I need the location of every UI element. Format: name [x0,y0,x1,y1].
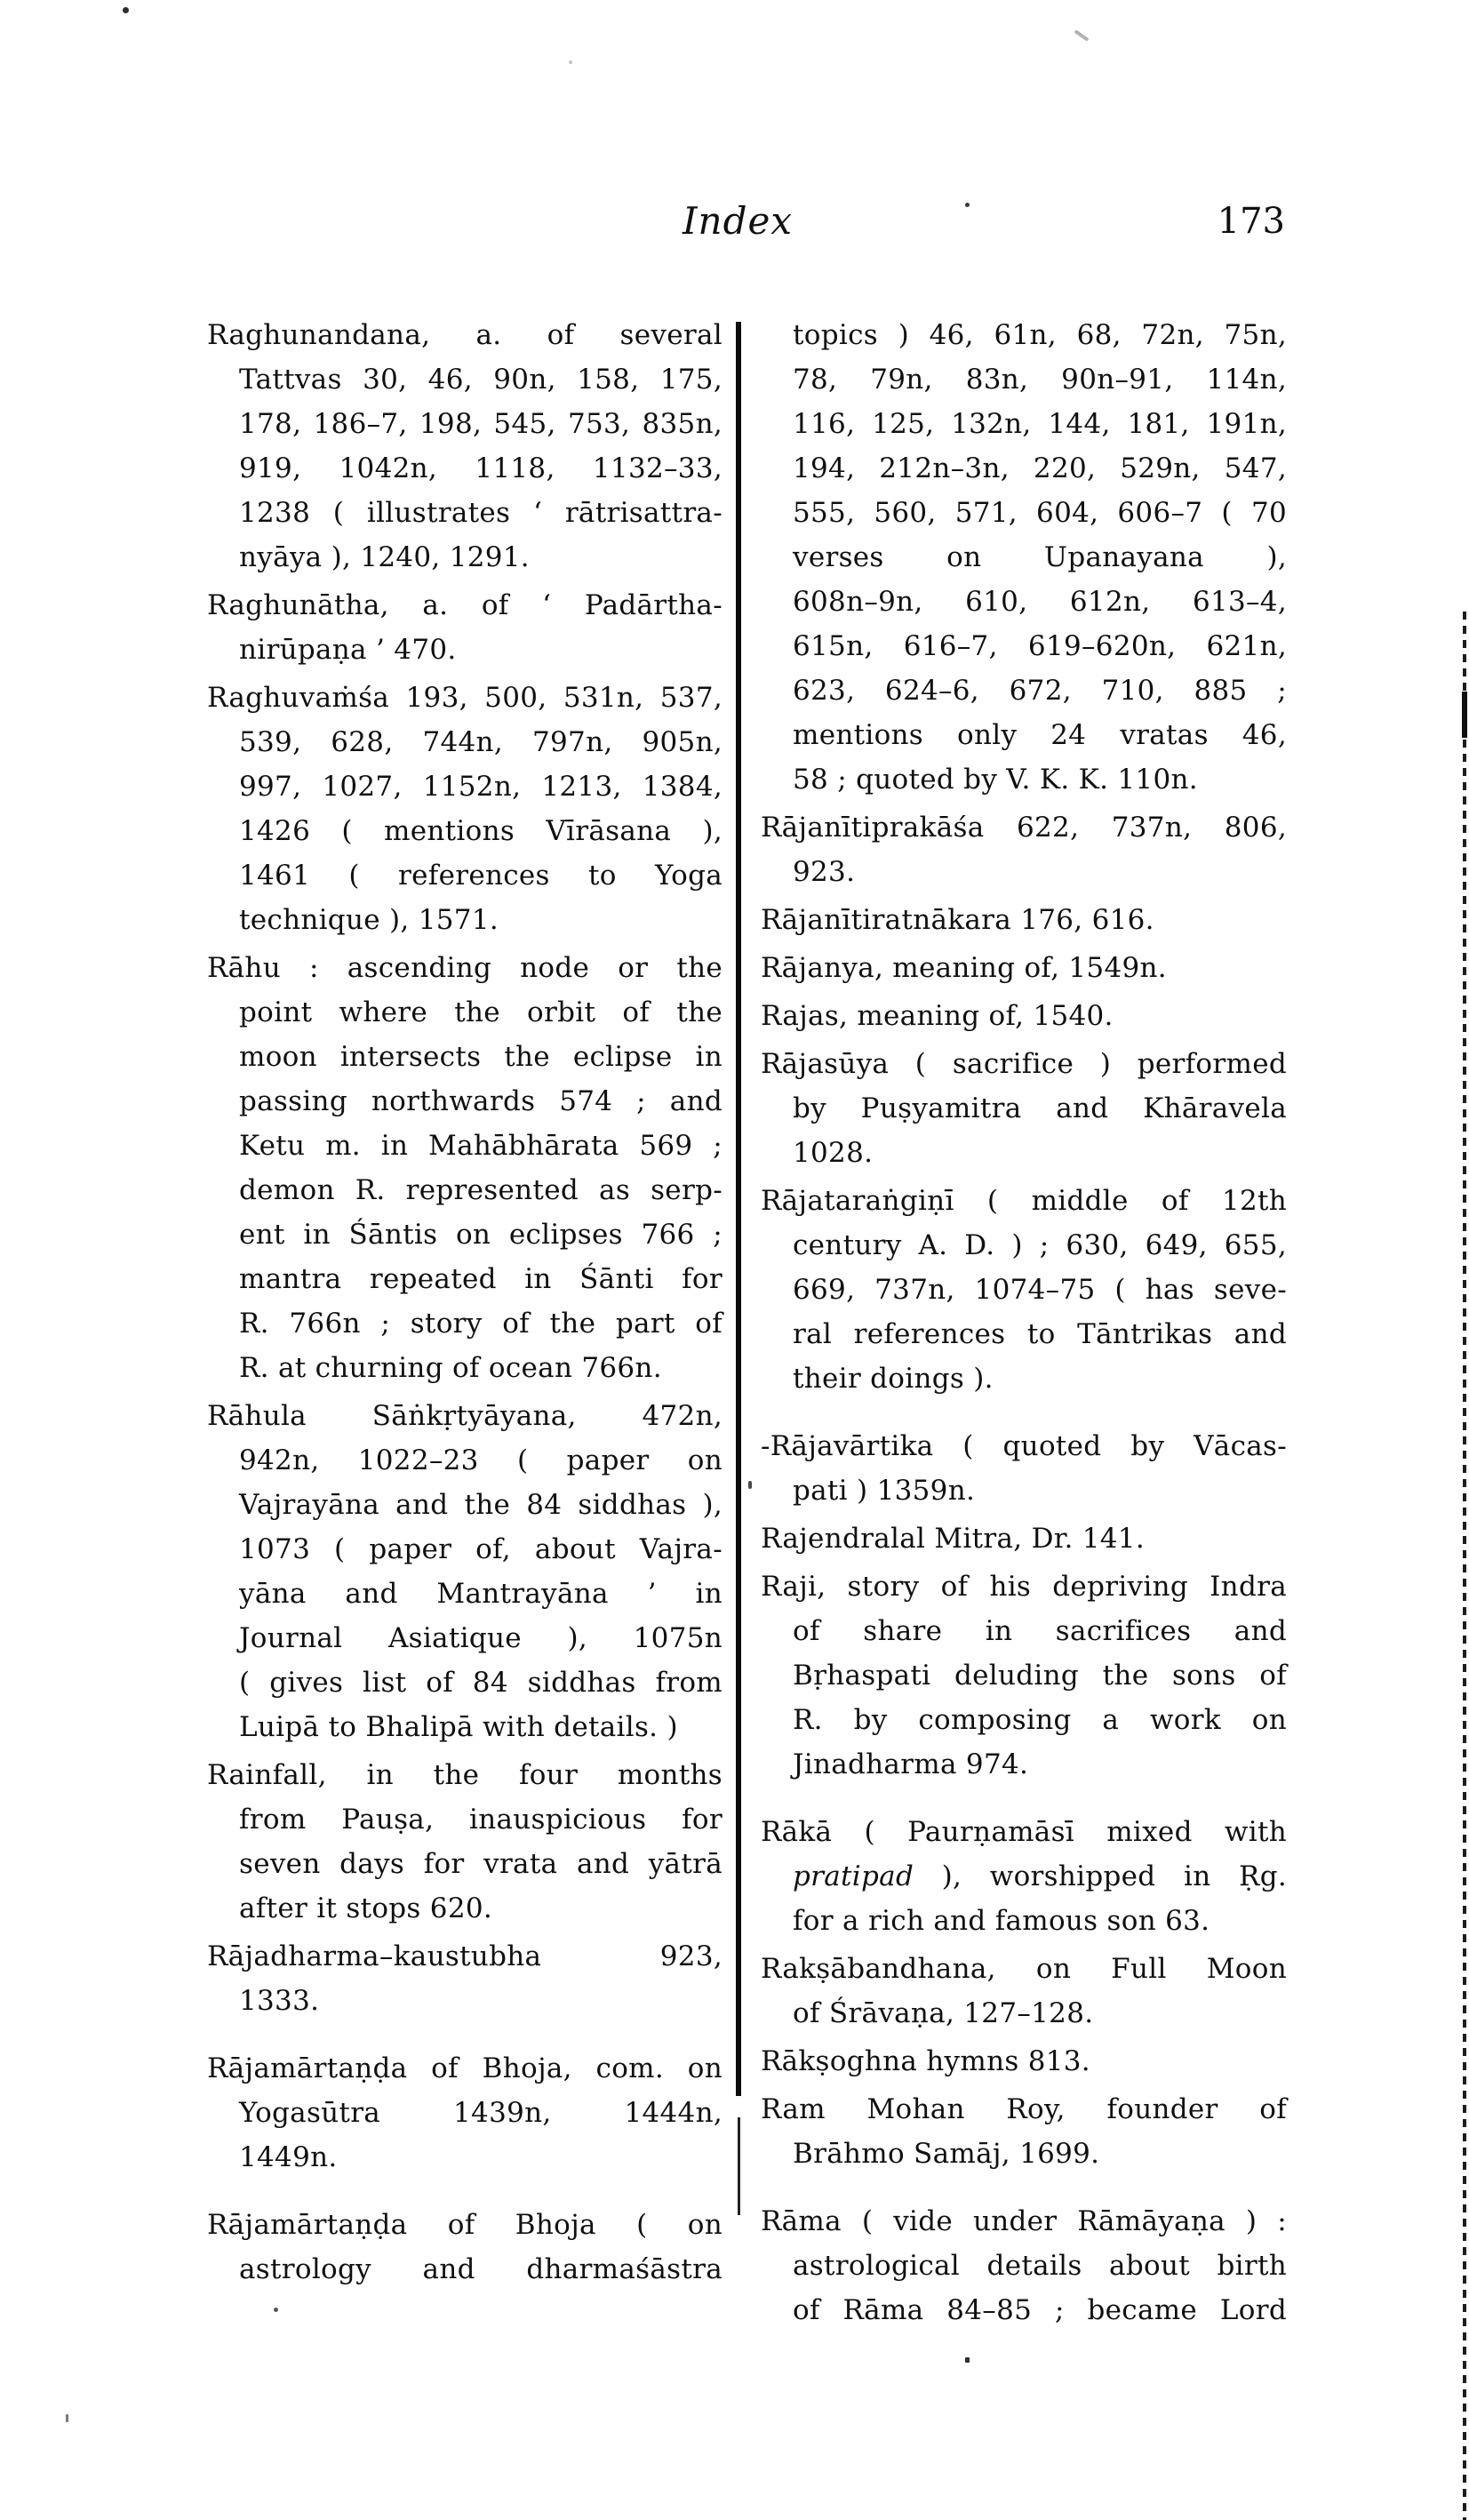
index-entry-line: by Puṣyamitra and Khāravela [793,1092,1287,1124]
index-entry-line: Vajrayāna and the 84 siddhas ), [239,1489,723,1521]
index-entry [207,2203,723,2292]
index-entry-line: Rājadharma–kaustubha 923, [207,1940,723,1972]
column-right [761,313,1287,2336]
index-entry [207,946,723,1390]
index-entry-line: Bṛhaspati deluding the sons of [793,1660,1287,1692]
index-entry-line: Rāhula Sāṅkṛtyāyana, 472n, [207,1400,723,1432]
index-entry-line: 1238 ( illustrates ‘ rātrisattra- [239,497,723,529]
index-entry-line: Rājanītiprakāśa 622, 737n, 806, [761,812,1287,844]
index-entry-line: ( gives list of 84 siddhas from [239,1667,723,1699]
index-entry-line: 1461 ( references to Yoga [239,860,723,892]
index-entry [761,1564,1287,1787]
index-entry [207,1934,723,2023]
index-entry-line: 194, 212n–3n, 220, 529n, 547, [793,452,1287,484]
index-entry-line: nirūpaṇa ’ 470. [239,634,457,666]
index-entry [761,313,1287,802]
index-entry-line: Ketu m. in Mahābhārata 569 ; [239,1130,723,1162]
ink-speck [569,60,572,64]
index-entry-line: 623, 624–6, 672, 710, 885 ; [793,675,1287,707]
index-entry-line: Rajendralal Mitra, Dr. 141. [761,1523,1145,1555]
index-entry-line: Raghuvaṁśa 193, 500, 531n, 537, [207,682,723,714]
index-entry [761,805,1287,894]
index-entry-line: verses on Upanayana ), [793,541,1287,573]
index-entry-line: Ram Mohan Roy, founder of [761,2093,1287,2125]
index-entry-line: 997, 1027, 1152n, 1213, 1384, [239,771,723,803]
index-entry-line: of Rāma 84–85 ; became Lord [793,2294,1287,2326]
index-entry-line: yāna and Mantrayāna ’ in [239,1578,723,1610]
index-entry-line: 178, 186–7, 198, 545, 753, 835n, [239,408,723,440]
index-entry-line: Jinadharma 974. [793,1748,1029,1780]
index-entry [207,2046,723,2180]
index-entry-line: their doings ). [793,1363,994,1395]
index-entry-line: pratipad ), worshipped in Ṛg. [793,1860,1287,1892]
page-number: 173 [1217,201,1285,242]
index-entry [207,676,723,942]
index-entry-line: 58 ; quoted by V. K. K. 110n. [793,764,1198,796]
index-entry [761,1424,1287,1513]
index-entry [207,583,723,672]
index-entry-line: Rāma ( vide under Rāmāyaṇa ) : [761,2205,1287,2237]
index-entry-line: demon R. represented as serp- [239,1174,723,1206]
column-divider-rule [736,322,741,2096]
index-entry [761,994,1287,1038]
index-entry-line: Brāhmo Samāj, 1699. [793,2138,1100,2170]
index-entry-line: R. at churning of ocean 766n. [239,1352,662,1384]
index-entry-line: Rājanya, meaning of, 1549n. [761,952,1167,984]
index-entry-line: 919, 1042n, 1118, 1132–33, [239,452,723,484]
index-entry-line: R. by composing a work on [793,1704,1287,1736]
index-entry-line: nyāya ), 1240, 1291. [239,541,530,573]
ink-speck [965,203,970,207]
index-entry [207,313,723,580]
index-entry-line: astrology and dharmaśāstra [239,2253,723,2285]
index-entry-line: Luipā to Bhalipā with details. ) [239,1711,678,1743]
index-entry-line: astrological details about birth [793,2250,1287,2282]
index-entry-line: 1333. [239,1985,320,2017]
index-entry [207,1394,723,1749]
index-entry-line: mantra repeated in Śānti for [239,1263,723,1295]
column-left [207,313,723,2295]
index-entry-line: century A. D. ) ; 630, 649, 655, [793,1229,1287,1261]
index-entry-line: from Pauṣa, inauspicious for [239,1804,723,1836]
index-entry-line: 942n, 1022–23 ( paper on [239,1444,723,1476]
index-entry-line: 1449n. [239,2141,338,2173]
index-entry-line: 116, 125, 132n, 144, 181, 191n, [793,408,1287,440]
index-entry-line: 555, 560, 571, 604, 606–7 ( 70 [793,497,1287,529]
index-entry [761,2039,1287,2084]
index-entry-line: Rakṣābandhana, on Full Moon [761,1953,1287,1985]
index-entry-line: Rākā ( Paurṇamāsī mixed with [761,1816,1287,1848]
index-entry-line: Rājataraṅgiṇī ( middle of 12th [761,1185,1287,1217]
index-entry-line: for a rich and famous son 63. [793,1905,1210,1937]
index-entry-line: moon intersects the eclipse in [239,1041,723,1073]
ink-speck [1074,29,1089,42]
index-entry-line: Rāhu : ascending node or the [207,952,723,984]
index-entry-line: Raghunātha, a. of ‘ Padārtha- [207,589,723,621]
index-entry-line: mentions only 24 vratas 46, [793,719,1287,751]
index-entry [761,946,1287,990]
index-entry [761,1947,1287,2036]
index-entry-line: ral references to Tāntrikas and [793,1318,1287,1350]
index-entry [761,1042,1287,1175]
page-edge-shadow-dark [1462,692,1467,738]
index-entry-line: -Rājavārtika ( quoted by Vācas- [761,1430,1287,1462]
index-entry-line: 1028. [793,1137,874,1169]
index-entry-line: after it stops 620. [239,1892,493,1924]
index-entry-line: 669, 737n, 1074–75 ( has seve- [793,1274,1287,1306]
index-entry-line: Raji, story of his depriving Indra [761,1571,1287,1603]
index-entry-line: passing northwards 574 ; and [239,1085,723,1117]
index-entry [761,1516,1287,1561]
index-entry-line: Journal Asiatique ), 1075n [239,1622,723,1654]
index-entry-line: 539, 628, 744n, 797n, 905n, [239,726,723,758]
index-entry [761,2199,1287,2332]
index-entry-line: 78, 79n, 83n, 90n–91, 114n, [793,364,1287,396]
index-entry [761,898,1287,942]
index-entry-line: 1073 ( paper of, about Vajra- [239,1533,723,1565]
index-entry-line: ent in Śāntis on eclipses 766 ; [239,1219,723,1251]
index-entry-line: Rajas, meaning of, 1540. [761,1000,1114,1032]
index-entry [761,2087,1287,2176]
index-entry-line: Rainfall, in the four months [207,1759,723,1791]
index-entry-line: 923. [793,856,856,888]
index-entry-line: 615n, 616–7, 619–620n, 621n, [793,630,1287,662]
page-title: Index [682,199,794,243]
index-entry-line: point where the orbit of the [239,996,723,1028]
ink-speck [274,2308,278,2312]
index-entry-line: pati ) 1359n. [793,1475,976,1507]
index-entry-line: Tattvas 30, 46, 90n, 158, 175, [239,364,723,396]
index-entry [761,1179,1287,1401]
index-entry-line: Rājasūya ( sacrifice ) performed [761,1048,1287,1080]
index-entry-line: Raghunandana, a. of several [207,319,723,351]
index-entry-line: Rājamārtaṇḍa of Bhoja, com. on [207,2052,723,2084]
index-entry-line: seven days for vrata and yātrā [239,1848,723,1880]
index-entry-line: topics ) 46, 61n, 68, 72n, 75n, [793,319,1287,351]
index-entry-line: R. 766n ; story of the part of [239,1308,723,1340]
index-entry-line: Yogasūtra 1439n, 1444n, [239,2097,723,2129]
index-entry [207,1753,723,1931]
ink-speck [748,1481,752,1489]
index-entry-line: of share in sacrifices and [793,1615,1287,1647]
column-divider-rule-lower [738,2117,740,2215]
index-entry-line: technique ), 1571. [239,904,499,936]
ink-speck [123,7,129,13]
index-entry-line: Rākṣoghna hymns 813. [761,2045,1090,2077]
index-entry-line: of Śrāvaṇa, 127–128. [793,1997,1094,2029]
index-entry-line: Rājanītiratnākara 176, 616. [761,904,1154,936]
index-entry-line: 608n–9n, 610, 612n, 613–4, [793,586,1287,618]
index-entry-line: 1426 ( mentions Vīrāsana ), [239,815,723,847]
page-edge-shadow [1463,612,1466,2520]
ink-speck [965,2357,970,2363]
ink-speck [66,2414,68,2422]
index-entry [761,1810,1287,1943]
index-entry-line: Rājamārtaṇḍa of Bhoja ( on [207,2209,723,2241]
